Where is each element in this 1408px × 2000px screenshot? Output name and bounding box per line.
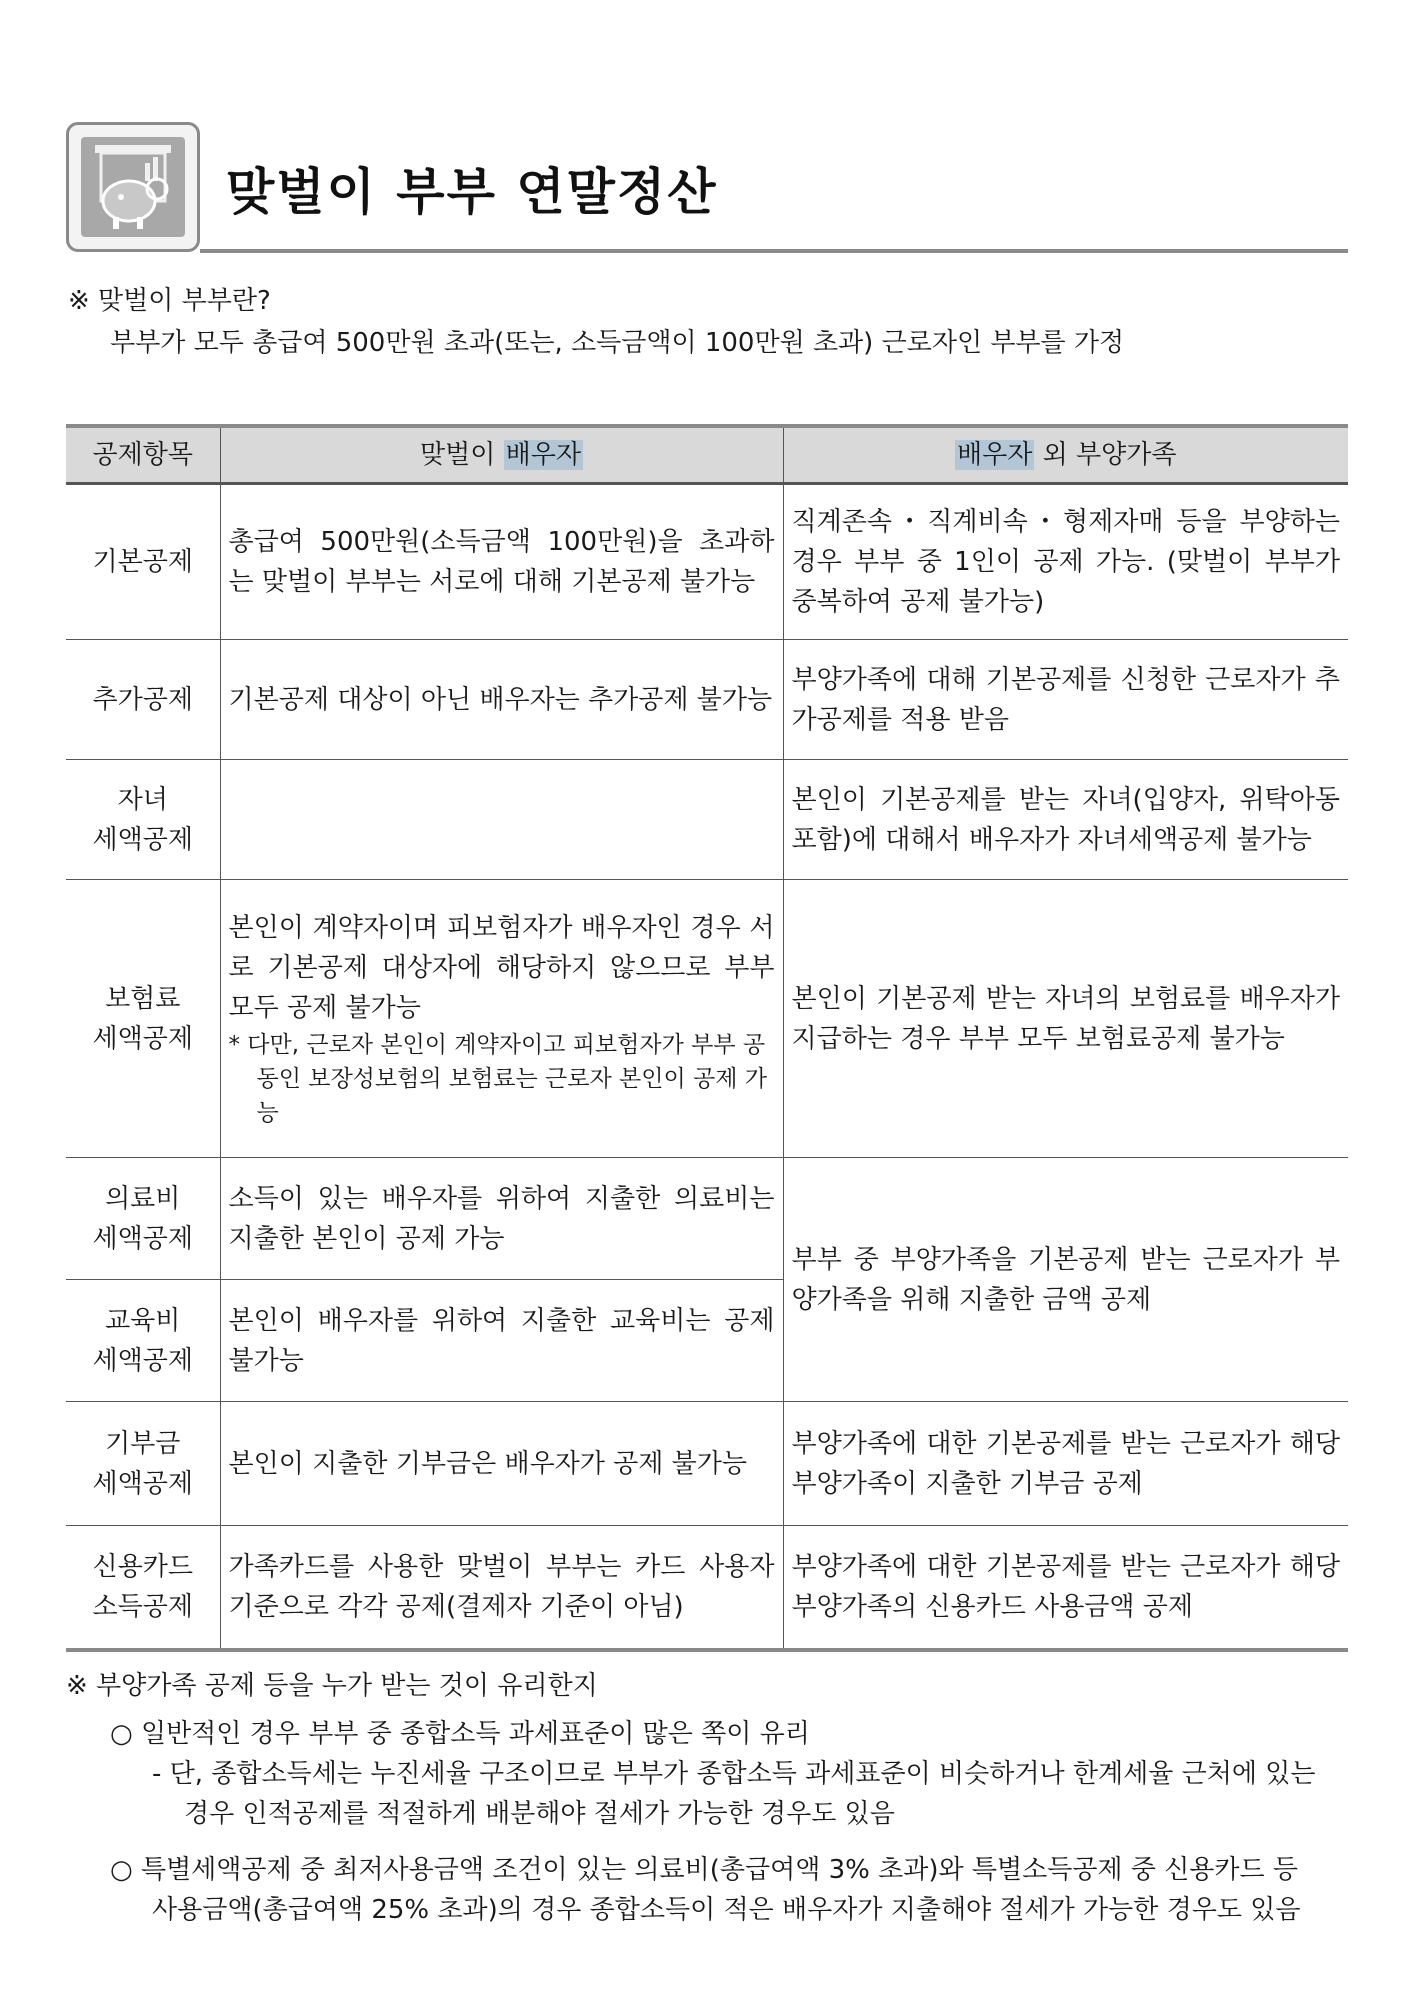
row-family-text: 직계존속・직계비속・형제자매 등을 부양하는 경우 부부 중 1인이 공제 가능. (맞벌이 부부가 중복하여 공제 불가능): [783, 484, 1348, 640]
row-family-text: 본인이 기본공제를 받는 자녀(입양자, 위탁아동 포함)에 대해서 배우자가 자녀세액공제 불가능: [783, 760, 1348, 880]
footer-notes: [66, 1666, 1348, 1930]
table-row: [66, 1526, 1348, 1650]
row-spouse-text: 가족카드를 사용한 맞벌이 부부는 카드 사용자 기준으로 각각 공제(결제자 기준이 아님): [220, 1526, 783, 1650]
row-spouse-text: 총급여 500만원(소득금액 100만원)을 초과하는 맞벌이 부부는 서로에 대해 기본공제 불가능: [220, 484, 783, 640]
footer-item-1-detail-b: 경우 인적공제를 적절하게 배분해야 절세가 가능한 경우도 있음: [184, 1799, 895, 1829]
row-category: 추가공제: [66, 640, 220, 760]
footer-item-1-detail-a: - 단, 종합소득세는 누진세율 구조이므로 부부가 종합소득 과세표준이 비슷하거나 한계세율 근처에 있는: [152, 1759, 1316, 1789]
header-deduction-item: 공제항목: [66, 426, 220, 484]
footer-heading: ※ 부양가족 공제 등을 누가 받는 것이 유리한지: [66, 1671, 598, 1701]
title-section: [66, 122, 1348, 254]
table-row: [66, 1402, 1348, 1526]
table-row: [66, 640, 1348, 760]
row-family-text: 부양가족에 대한 기본공제를 받는 근로자가 해당 부양가족이 지출한 기부금 공제: [783, 1402, 1348, 1526]
footer-item-2-b: 사용금액(총급여액 25% 초과)의 경우 종합소득이 적은 배우자가 지출해야 절세가 가능한 경우도 있음: [152, 1895, 1301, 1925]
intro-question: ※ 맞벌이 부부란?: [68, 286, 271, 316]
row-category: 보험료 세액공제: [66, 880, 220, 1158]
row-category: 의료비 세액공제: [66, 1158, 220, 1280]
intro-section: [68, 280, 1124, 364]
table-row: [66, 880, 1348, 1158]
table-row: [66, 484, 1348, 640]
row-category: 신용카드 소득공제: [66, 1526, 220, 1650]
piggy-bank-icon: [66, 122, 200, 252]
row-spouse-text: 본인이 계약자이며 피보험자가 배우자인 경우 서로 기본공제 대상자에 해당하지 않으므로 부부 모두 공제 불가능: [228, 912, 775, 1023]
row-family-text: 부양가족에 대해 기본공제를 신청한 근로자가 추가공제를 적용 받음: [783, 640, 1348, 760]
table-row: [66, 760, 1348, 880]
row-category: 자녀 세액공제: [66, 760, 220, 880]
header-spouse-highlight: 배우자: [505, 440, 581, 470]
row-family-text-merged: 부부 중 부양가족을 기본공제 받는 근로자가 부양가족을 위해 지출한 금액 공제: [783, 1158, 1348, 1402]
page-title: 맞벌이 부부 연말정산: [226, 163, 718, 221]
header-family-highlight: 배우자: [957, 440, 1033, 470]
table-header-row: [66, 426, 1348, 484]
row-category: 교육비 세액공제: [66, 1280, 220, 1402]
table-row: [66, 1158, 1348, 1280]
row-family-text: 부양가족에 대한 기본공제를 받는 근로자가 해당 부양가족의 신용카드 사용금액 공제: [783, 1526, 1348, 1650]
footer-item-1: ○ 일반적인 경우 부부 중 종합소득 과세표준이 많은 쪽이 유리: [110, 1719, 810, 1749]
intro-definition: 부부가 모두 총급여 500만원 초과(또는, 소득금액이 100만원 초과) 근로자인 부부를 가정: [110, 328, 1125, 358]
row-family-text: 본인이 기본공제 받는 자녀의 보험료를 배우자가 지급하는 경우 부부 모두 보험료공제 불가능: [783, 880, 1348, 1158]
row-spouse-text: 소득이 있는 배우자를 위하여 지출한 의료비는 지출한 본인이 공제 가능: [220, 1158, 783, 1280]
row-spouse-text: 본인이 배우자를 위하여 지출한 교육비는 공제 불가능: [220, 1280, 783, 1402]
row-spouse-note: * 다만, 근로자 본인이 계약자이고 피보험자가 부부 공동인 보장성보험의 보험료는 근로자 본인이 공제 가능: [228, 1031, 767, 1126]
row-spouse-text: 기본공제 대상이 아닌 배우자는 추가공제 불가능: [220, 640, 783, 760]
row-category: 기부금 세액공제: [66, 1402, 220, 1526]
row-spouse-text: 본인이 지출한 기부금은 배우자가 공제 불가능: [220, 1402, 783, 1526]
header-spouse-prefix: 맞벌이: [420, 440, 504, 470]
row-spouse-cell: [220, 880, 783, 1158]
deduction-table: [66, 424, 1348, 1652]
header-family: [783, 426, 1348, 484]
row-category: 기본공제: [66, 484, 220, 640]
row-spouse-text: [220, 760, 783, 880]
title-underline: [200, 249, 1348, 253]
footer-item-2-a: ○ 특별세액공제 중 최저사용금액 조건이 있는 의료비(총급여액 3% 초과)와 특별소득공제 중 신용카드 등: [110, 1855, 1299, 1885]
header-family-suffix: 외 부양가족: [1034, 440, 1177, 470]
header-spouse: [220, 426, 783, 484]
